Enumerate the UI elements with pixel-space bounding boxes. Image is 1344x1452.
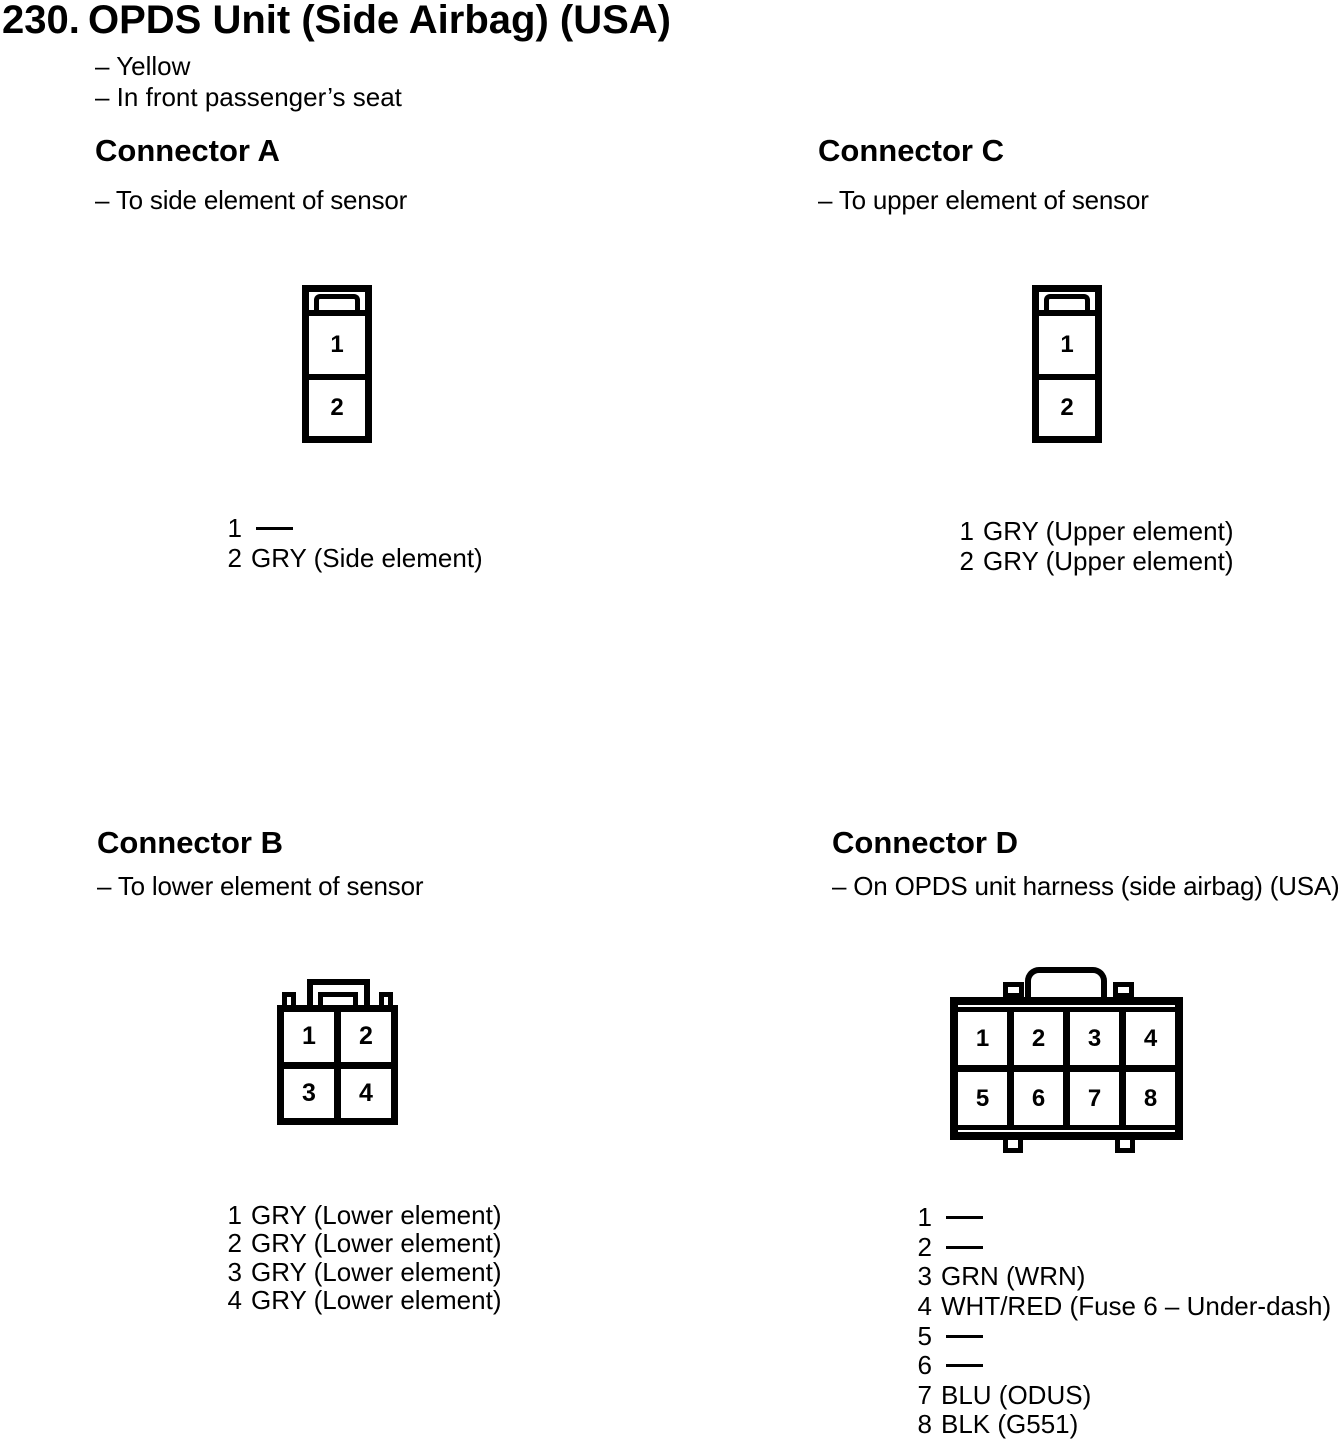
no-wire-dash-icon [946, 1216, 983, 1219]
no-wire-dash-icon [946, 1335, 983, 1338]
pin-row [226, 513, 483, 543]
no-wire-dash-icon [946, 1246, 983, 1249]
page-note: – In front passenger’s seat [95, 82, 402, 112]
pin-cell: 4 [341, 1069, 391, 1119]
pin-number: 6 [917, 1350, 932, 1381]
pin-list-connector-a [226, 513, 483, 573]
section-heading-connector-d: Connector D [832, 825, 1018, 860]
pin-number: 2 [917, 1231, 932, 1262]
pin-list-connector-b [226, 1201, 501, 1315]
section-note-connector-b: – To lower element of sensor [97, 871, 424, 901]
pin-row [916, 1410, 1331, 1440]
pin-number: 4 [917, 1291, 932, 1322]
pin-row [916, 1262, 1331, 1292]
pin-wire-label: BLU (ODUS) [941, 1379, 1092, 1410]
pin-wire-label: GRY (Lower element) [251, 1285, 502, 1316]
handle-icon [1025, 967, 1107, 998]
pin-number: 3 [227, 1256, 242, 1287]
pin-grid [284, 1012, 391, 1118]
pin-cell: 2 [1014, 1012, 1063, 1065]
pin-cell: 1 [309, 316, 365, 380]
latch-icon [314, 294, 360, 310]
pin-cell: 2 [330, 394, 344, 421]
pin-grid [958, 1012, 1175, 1125]
pin-wire-label: GRY (Side element) [251, 542, 483, 573]
pin-row [916, 1292, 1331, 1322]
pin-list-connector-c [958, 516, 1233, 576]
pin-list-connector-d [916, 1203, 1331, 1440]
page-item-number: 230. [2, 0, 80, 42]
pin-row [226, 1287, 501, 1316]
tab-icon [1003, 1140, 1023, 1153]
pin-cell: 1 [1039, 316, 1095, 380]
page-notes [95, 51, 402, 113]
pin-number: 7 [917, 1379, 932, 1410]
pin-cell: 2 [341, 1012, 391, 1062]
pin-cell: 4 [1126, 1012, 1175, 1065]
pin-row [916, 1233, 1331, 1263]
pin-number: 8 [917, 1409, 932, 1440]
connector-c-diagram [1032, 285, 1102, 443]
tab-icon [1113, 982, 1134, 998]
no-wire-dash-icon [946, 1364, 983, 1367]
pin-number: 2 [959, 545, 974, 576]
pin-cell: 6 [1014, 1072, 1063, 1125]
pin-row [226, 543, 483, 573]
pin-number: 1 [227, 1199, 242, 1230]
pin-cell: 5 [958, 1072, 1007, 1125]
pin-wire-label: GRY (Upper element) [983, 515, 1234, 546]
no-wire-dash-icon [256, 527, 293, 530]
pin-number: 3 [917, 1261, 932, 1292]
section-heading-connector-c: Connector C [818, 133, 1004, 168]
connector-a-diagram [302, 285, 372, 443]
pin-number: 1 [917, 1202, 932, 1233]
pin-row [958, 516, 1233, 546]
page-title: OPDS Unit (Side Airbag) (USA) [88, 0, 671, 42]
pin-cell: 7 [1070, 1072, 1119, 1125]
pin-wire-label: GRY (Lower element) [251, 1199, 502, 1230]
section-note-connector-c: – To upper element of sensor [818, 185, 1149, 215]
latch-icon [1044, 294, 1090, 310]
pin-number: 4 [227, 1285, 242, 1316]
section-heading-connector-b: Connector B [97, 825, 283, 860]
pin-number: 2 [227, 1228, 242, 1259]
pin-row [226, 1230, 501, 1259]
pin-cell: 2 [1060, 394, 1074, 421]
pin-number: 5 [917, 1320, 932, 1351]
pin-row [916, 1203, 1331, 1233]
pin-row [916, 1321, 1331, 1351]
pin-number: 1 [959, 515, 974, 546]
pin-wire-label: GRY (Lower element) [251, 1228, 502, 1259]
pin-cell: 8 [1126, 1072, 1175, 1125]
pin-wire-label: GRY (Upper element) [983, 545, 1234, 576]
section-heading-connector-a: Connector A [95, 133, 280, 168]
pin-wire-label: BLK (G551) [941, 1409, 1079, 1440]
pin-number: 1 [227, 512, 242, 543]
connector-b-diagram [277, 979, 398, 1125]
pin-cell: 3 [284, 1069, 334, 1119]
page-note: – Yellow [95, 51, 191, 81]
pin-cell: 3 [1070, 1012, 1119, 1065]
pin-row [916, 1381, 1331, 1411]
pin-row [958, 546, 1233, 576]
pin-cell: 1 [958, 1012, 1007, 1065]
section-note-connector-d: – On OPDS unit harness (side airbag) (USA) [832, 871, 1340, 901]
tab-icon [1115, 1140, 1135, 1153]
pin-wire-label: GRY (Lower element) [251, 1256, 502, 1287]
section-note-connector-a: – To side element of sensor [95, 185, 408, 215]
tab-icon [1003, 982, 1024, 998]
pin-row [916, 1351, 1331, 1381]
pin-row [226, 1258, 501, 1287]
connector-top-band [1039, 292, 1095, 316]
pin-number: 2 [227, 542, 242, 573]
connector-top-band [309, 292, 365, 316]
pin-wire-label: GRN (WRN) [941, 1261, 1086, 1292]
pin-wire-label: WHT/RED (Fuse 6 – Under-dash) [941, 1291, 1332, 1322]
connector-body [277, 1005, 398, 1125]
pin-row [226, 1201, 501, 1230]
connector-d-diagram [950, 967, 1183, 1153]
pin-cell: 1 [284, 1012, 334, 1062]
connector-body [950, 997, 1183, 1140]
bottom-rail [958, 1125, 1175, 1130]
